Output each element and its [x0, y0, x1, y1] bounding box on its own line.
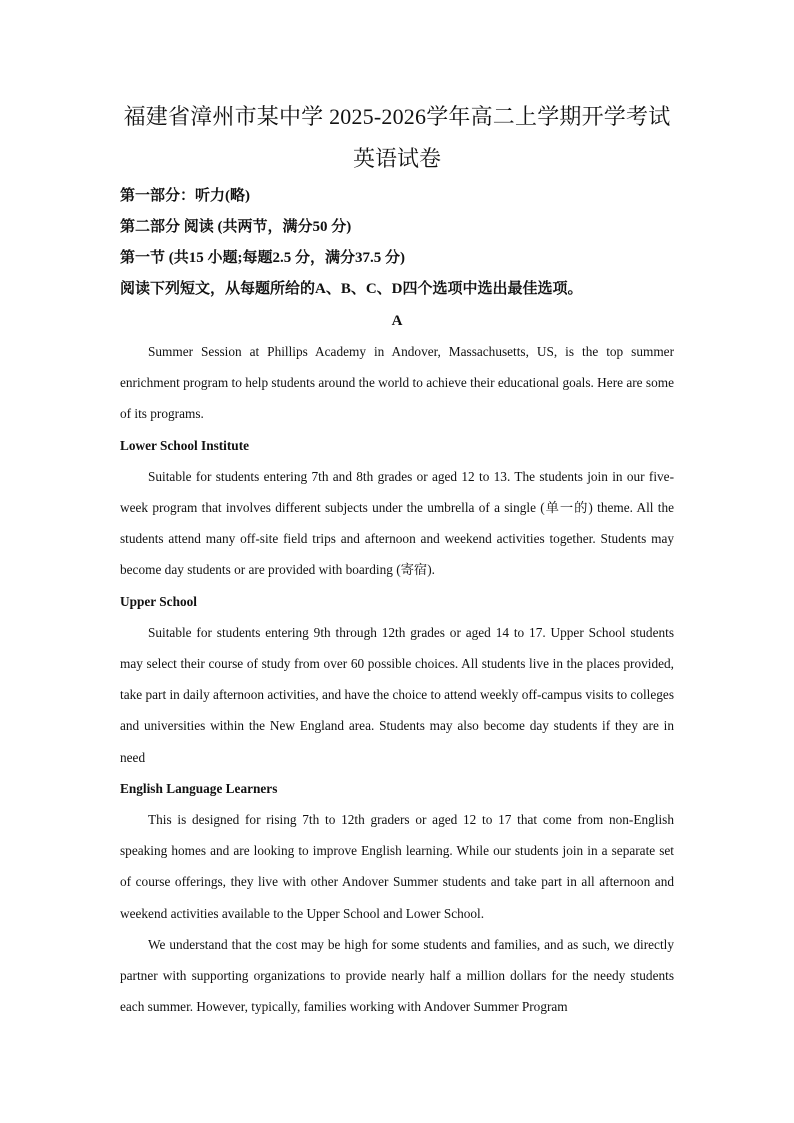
passage-body — [120, 336, 674, 1022]
exam-title: 福建省漳州市某中学 2025-2026学年高二上学期开学考试 — [123, 104, 671, 129]
exam-subject: 英语试卷 — [352, 146, 441, 171]
passage-letter: A — [391, 313, 403, 329]
upper-school-paragraph: Suitable for students entering 9th through 12th grades or aged 14 to 17. Upper School students may select their course of study from over 60 possible choices. All students live in the places provided, take part in daily afternoon activities, and have the choice to attend weekly off-campus visits to colleges and universities within the New England area. Students may also become day students if they are in need — [120, 624, 674, 765]
lower-school-heading: Lower School Institute — [120, 437, 250, 453]
instructions: 阅读下列短文，从每题所给的A、B、C、D四个选项中选出最佳选项。 — [120, 281, 583, 297]
section-one-heading: 第一节 (共15 小题;每题2.5 分，满分37.5 分) — [120, 250, 405, 266]
part-two-heading: 第二部分 阅读 (共两节，满分50 分) — [120, 219, 352, 235]
ell-paragraph: This is designed for rising 7th to 12th graders or aged 12 to 17 that come from non-English speaking homes and are looking to improve English learning. While our students join in a separate set of course offerings, they live with other Andover Summer students and take part in all afternoon and weekend activities available to the Upper School and Lower School. — [120, 812, 674, 921]
part-one-heading: 第一部分：听力(略) — [120, 188, 250, 204]
ell-heading: English Language Learners — [120, 780, 278, 796]
cost-paragraph: We understand that the cost may be high for some students and families, and as such, we directly partner with supporting organizations to provide nearly half a million dollars for the needy students each summer. However, typically, families working with Andover Summer Program — [120, 936, 674, 1015]
intro-paragraph: Summer Session at Phillips Academy in Andover, Massachusetts, US, is the top summer enrichment program to help students around the world to achieve their educational goals. Here are some of its programs. — [120, 344, 674, 422]
lower-school-paragraph: Suitable for students entering 7th and 8th grades or aged 12 to 13. The students join in our five-week program that involves different subjects under the umbrella of a single (单一的) theme. All the students attend many off-site field trips and afternoon and weekend activities together. Students may become day students or are provided with boarding (寄宿). — [120, 468, 674, 578]
upper-school-heading: Upper School — [120, 593, 197, 609]
